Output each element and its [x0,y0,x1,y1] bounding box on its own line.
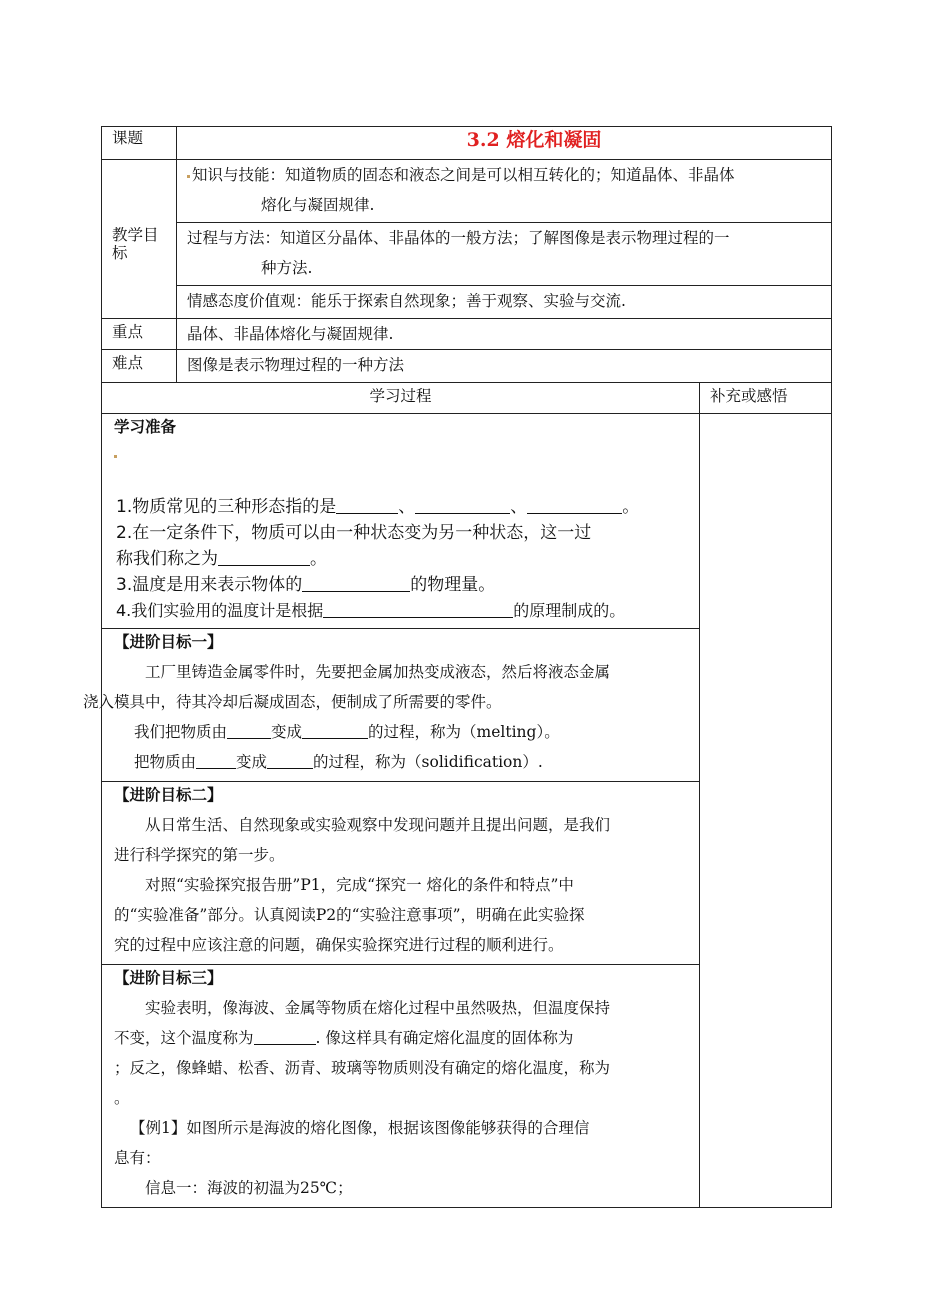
objectives-label [102,160,177,319]
knowledge-line1: 知识与技能：知道物质的固态和液态之间是可以相互转化的；知道晶体、非晶体 [192,166,735,184]
key-point-row [102,319,832,350]
goal3-para1: 实验表明，像海波、金属等物质在熔化过程中虽然吸热，但温度保持 不变，这个温度称为 . 像这样具有确定熔化温度的固体称为 ；反之，像蜂蜡、松香、沥青、玻璃等物质则没有确定的熔化温度，称为 。 [114,999,611,1107]
prep-q2b: 称我们称之为 。 [116,549,327,569]
objective-emotion: 情感态度价值观：能乐于探索自然现象；善于观察、实验与交流. [177,286,832,319]
difficulty-label: 难点 [102,350,177,383]
preparation-questions [114,494,689,624]
notes-column-header: 补充或感悟 [700,383,832,414]
goal2-section [102,782,700,965]
prep-q3: 3.温度是用来表示物体的 的物理量。 [116,575,496,595]
objective-knowledge [177,160,832,223]
difficulty-text: 图像是表示物理过程的一种方法 [177,350,832,383]
knowledge-line2: 熔化与凝固规律. [261,196,375,214]
goal1-para1: 工厂里铸造金属零件时，先要把金属加热变成液态，然后将液态金属 浇入模具中，待其冷却后凝成固态，便制成了所需要的零件。 [83,663,611,711]
goal1-para3: 把物质由 变成 的过程，称为（solidification）. [114,747,689,777]
objective-emotion-row [102,286,832,319]
prep-q2: 2.在一定条件下，物质可以由一种状态变为另一种状态，这一过 [116,523,592,543]
notes-column [700,414,832,1208]
process-column-header: 学习过程 [102,383,700,414]
prep-q1: 1.物质常见的三种形态指的是 、 、 。 [116,497,640,517]
goal1-para2: 我们把物质由 变成 的过程，称为（melting）。 [114,717,689,747]
key-point-label: 重点 [102,319,177,350]
objective-process [177,223,832,286]
difficulty-row [102,350,832,383]
goal3-example: 【例1】如图所示是海波的熔化图像，根据该图像能够获得的合理信 息有： [114,1119,590,1167]
lesson-label: 课题 [102,127,177,160]
lesson-plan-table [83,126,832,1208]
objectives-label-text: 教学目标 [112,226,159,262]
title-row [102,127,832,160]
goal3-heading: 【进阶目标三】 [114,968,223,987]
lesson-title: 3.2 熔化和凝固 [177,127,832,160]
preparation-heading: 学习准备 [114,417,177,436]
process-line1: 过程与方法：知道区分晶体、非晶体的一般方法；了解图像是表示物理过程的一 [187,229,730,247]
preparation-section [102,414,700,629]
key-point-text: 晶体、非晶体熔化与凝固规律. [177,319,832,350]
preparation-row [102,414,832,629]
lesson-plan-sheet [83,126,831,1208]
goal3-info1: 信息一：海波的初温为25℃； [145,1179,353,1197]
goal3-section [102,965,700,1208]
process-line2: 种方法. [261,259,313,277]
goal2-para1: 从日常生活、自然现象或实验观察中发现问题并且提出问题，是我们 进行科学探究的第一步。 [114,816,611,864]
goal2-heading: 【进阶目标二】 [114,785,223,804]
objective-process-row [102,223,832,286]
goal1-heading: 【进阶目标一】 [114,632,223,651]
objective-knowledge-row [102,160,832,223]
prep-q4: 4.我们实验用的温度计是根据 的原理制成的。 [116,601,626,620]
goal2-para2: 对照“实验探究报告册”P1，完成“探究一 熔化的条件和特点”中 的“实验准备”部分。认真阅读P2的“实验注意事项”，明确在此实验探 究的过程中应该注意的问题，确保实验探究进行过程的顺利进行。 [114,876,585,954]
goal1-section [83,629,700,782]
column-header-row [102,383,832,414]
